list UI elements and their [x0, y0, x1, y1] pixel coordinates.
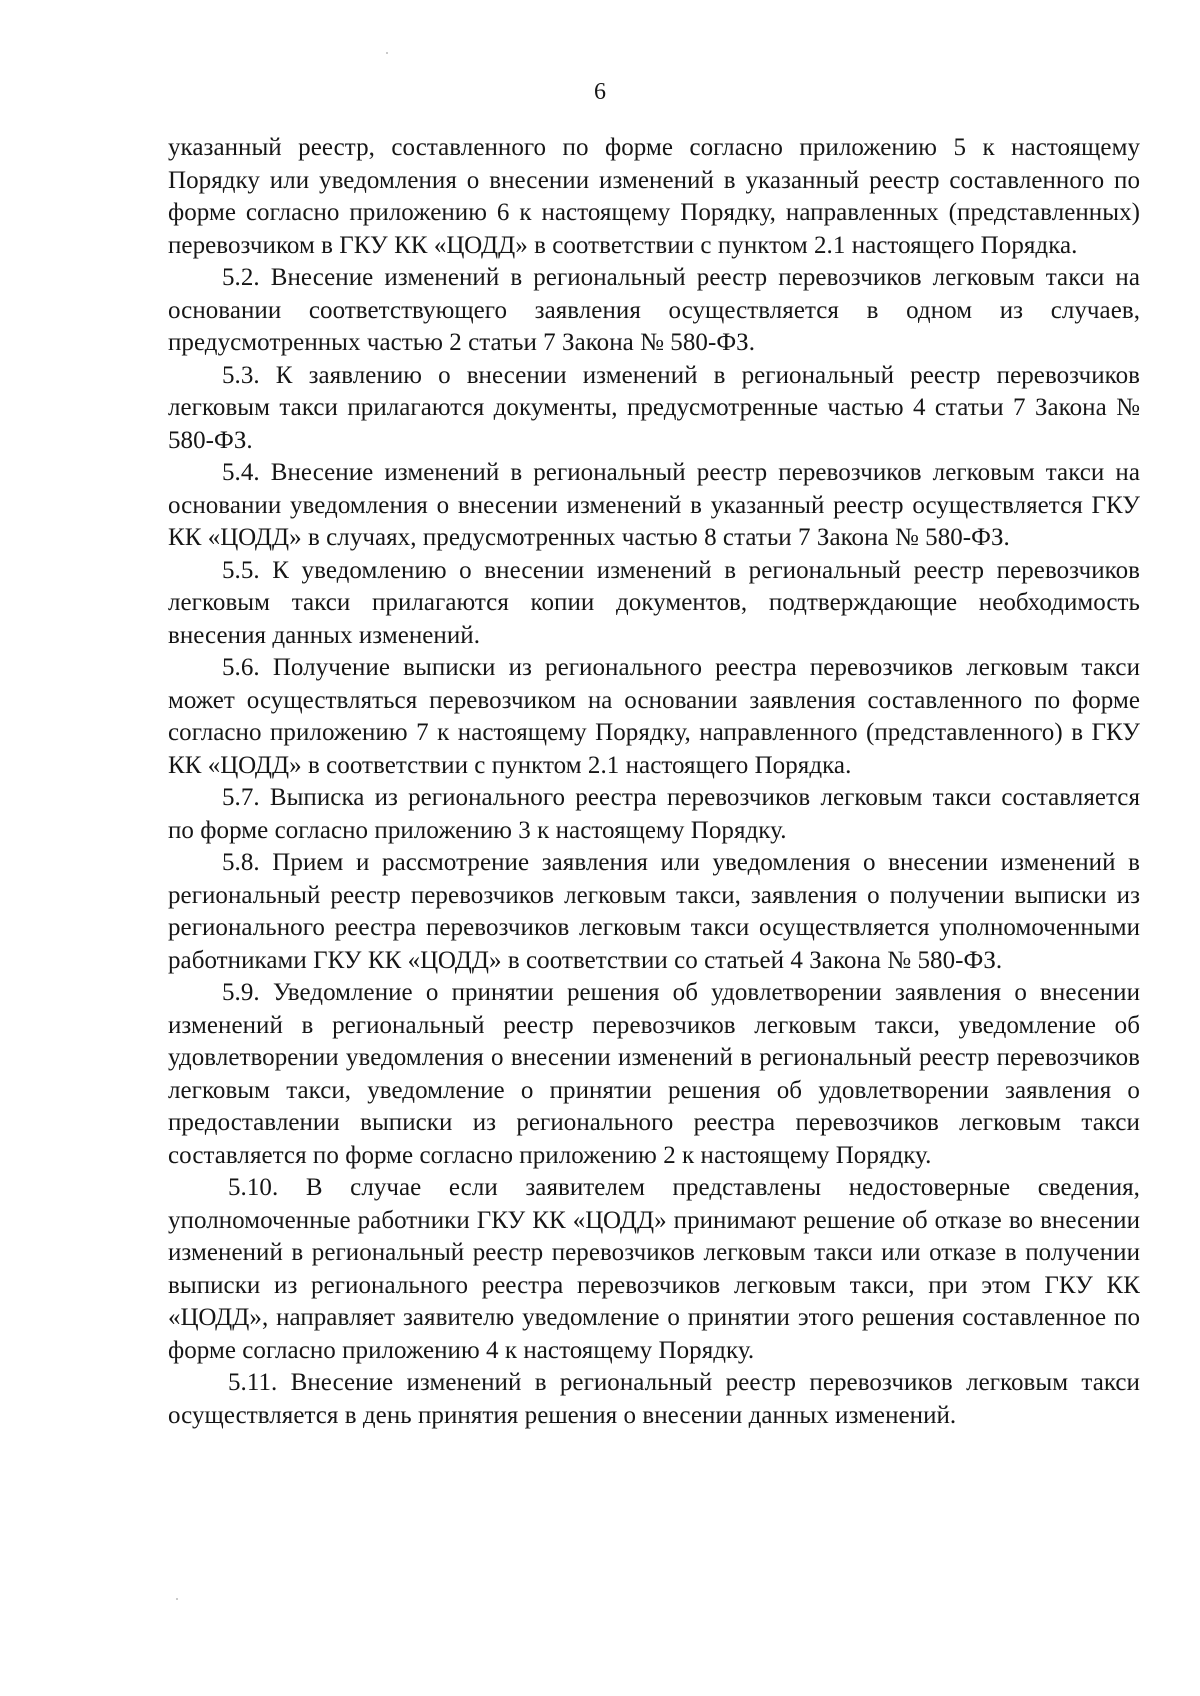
scan-speck	[386, 52, 388, 54]
paragraph-5-7: 5.7. Выписка из регионального реестра перевозчиков легковым такси составляется по форме согласно приложению 3 к настоящему Порядку.	[168, 784, 1140, 844]
paragraph-5-3: 5.3. К заявлению о внесении изменений в региональный реестр перевозчиков легковым такси прилагаются документы, предусмотренные частью 4 статьи 7 Закона № 580-ФЗ.	[168, 361, 1140, 454]
paragraph-5-11: 5.11. Внесение изменений в региональный реестр перевозчиков легковым такси осуществляется в день принятия решения о внесении данных изменений.	[168, 1369, 1140, 1429]
paragraph-5-10: 5.10. В случае если заявителем представлены недостоверные сведения, уполномоченные работники ГКУ КК «ЦОДД» принимают решение об отказе во внесении изменений в региональный реестр перевозчиков легковым такси или отказе в получении выписки из регионального реестра перевозчиков легковым такси, при этом ГКУ КК «ЦОДД», направляет заявителю уведомление о принятии этого решения составленное по форме согласно приложению 4 к настоящему Порядку.	[168, 1174, 1140, 1364]
paragraph-5-5: 5.5. К уведомлению о внесении изменений в региональный реестр перевозчиков легковым такси прилагаются копии документов, подтверждающие необходимость внесения данных изменений.	[168, 556, 1140, 649]
paragraph-continuation: указанный реестр, составленного по форме согласно приложению 5 к настоящему Порядку или уведомления о внесении изменений в указанный реестр составленного по форме согласно приложению 6 к настоящему Порядку, направленных (представленных) перевозчиком в ГКУ КК «ЦОДД» в соответствии с пунктом 2.1 настоящего Порядка.	[168, 134, 1140, 259]
page-number: 6	[594, 79, 606, 105]
paragraph-5-8: 5.8. Прием и рассмотрение заявления или уведомления о внесении изменений в региональный реестр перевозчиков легковым такси, заявления о получении выписки из регионального реестра перевозчиков легковым такси осуществляется уполномоченными работниками ГКУ КК «ЦОДД» в соответствии со статьей 4 Закона № 580-ФЗ.	[168, 849, 1140, 974]
paragraph-5-6: 5.6. Получение выписки из регионального реестра перевозчиков легковым такси может осуществляться перевозчиком на основании заявления составленного по форме согласно приложению 7 к настоящему Порядку, направленного (представленного) в ГКУ КК «ЦОДД» в соответствии с пунктом 2.1 настоящего Порядка.	[168, 654, 1140, 779]
document-body	[168, 132, 1140, 1432]
paragraph-5-9: 5.9. Уведомление о принятии решения об удовлетворении заявления о внесении изменений в региональный реестр перевозчиков легковым такси, уведомление об удовлетворении уведомления о внесении изменений в региональный реестр перевозчиков легковым такси, уведомление о принятии решения об удовлетворении заявления о предоставлении выписки из регионального реестра перевозчиков легковым такси составляется по форме согласно приложению 2 к настоящему Порядку.	[168, 979, 1140, 1169]
paragraph-5-2: 5.2. Внесение изменений в региональный реестр перевозчиков легковым такси на основании соответствующего заявления осуществляется в одном из случаев, предусмотренных частью 2 статьи 7 Закона № 580-ФЗ.	[168, 264, 1140, 356]
scan-speck	[176, 1598, 178, 1600]
paragraph-5-4: 5.4. Внесение изменений в региональный реестр перевозчиков легковым такси на основании уведомления о внесении изменений в указанный реестр осуществляется ГКУ КК «ЦОДД» в случаях, предусмотренных частью 8 статьи 7 Закона № 580-ФЗ.	[168, 459, 1140, 551]
